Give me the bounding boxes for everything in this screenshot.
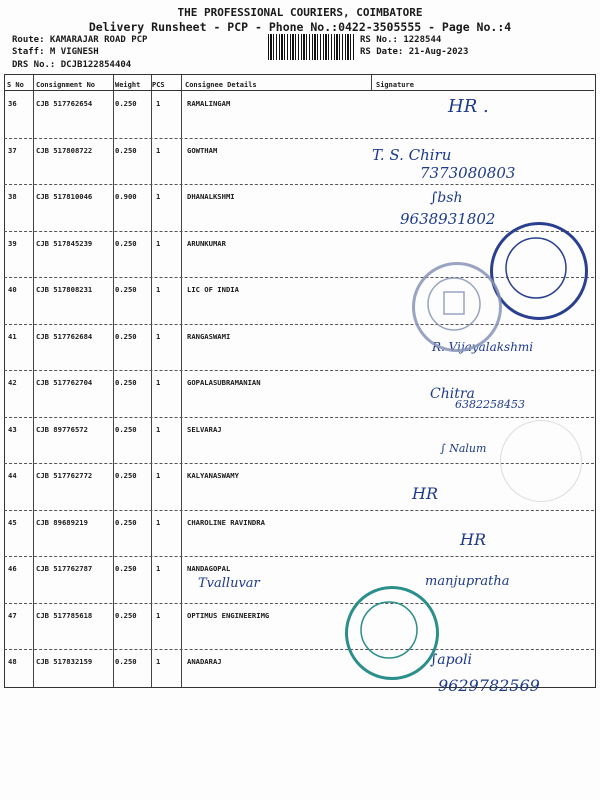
row-pcs: 1 xyxy=(156,239,161,248)
row-weight: 0.250 xyxy=(115,564,137,573)
row-pcs: 1 xyxy=(156,471,161,480)
col-divider xyxy=(151,75,152,687)
row-consignee: ANADARAJ xyxy=(187,657,222,666)
signature-ink: HR xyxy=(412,484,438,503)
row-serial: 43 xyxy=(8,425,17,434)
row-serial: 41 xyxy=(8,332,17,341)
col-signature: Signature xyxy=(376,81,414,89)
row-consignee: LIC OF INDIA xyxy=(187,285,239,294)
row-serial: 42 xyxy=(8,378,17,387)
company-title: THE PROFESSIONAL COURIERS, COIMBATORE xyxy=(177,6,423,19)
row-weight: 0.250 xyxy=(115,471,137,480)
row-serial: 40 xyxy=(8,285,17,294)
row-pcs: 1 xyxy=(156,611,161,620)
signature-r42a: Chitra xyxy=(430,386,475,402)
row-separator xyxy=(4,324,594,325)
row-pcs: 1 xyxy=(156,146,161,155)
row-serial: 38 xyxy=(8,192,17,201)
row-consignment-no: CJB 517832159 xyxy=(36,657,93,666)
row-consignee: KALYANASWAMY xyxy=(187,471,239,480)
rs-date: RS Date: 21-Aug-2023 xyxy=(360,47,469,57)
col-divider xyxy=(33,75,34,687)
runsheet-subtitle: Delivery Runsheet - PCP - Phone No.:0422-3505555 - Page No.:4 xyxy=(88,20,512,34)
row-separator xyxy=(4,556,594,557)
row-pcs: 1 xyxy=(156,285,161,294)
row-separator xyxy=(4,649,594,650)
row-consignee: ARUNKUMAR xyxy=(187,239,226,248)
signature-ink: HR . xyxy=(448,96,489,117)
signature-r46a: Tvalluvar xyxy=(198,576,260,591)
col-sno: S No xyxy=(7,81,24,89)
signature-r37a: T. S. Chiru xyxy=(372,146,452,164)
row-consignee: GOWTHAM xyxy=(187,146,218,155)
col-divider xyxy=(371,75,372,91)
row-consignment-no: CJB 517762654 xyxy=(36,99,93,108)
signature-ink: ∫apoli xyxy=(430,652,472,668)
row-separator xyxy=(4,510,594,511)
drs-number: DRS No.: DCJB122854404 xyxy=(12,60,132,70)
row-pcs: 1 xyxy=(156,518,161,527)
col-weight: Weight xyxy=(115,81,141,89)
signature-r37b: 7373080803 xyxy=(420,164,516,182)
lic-stamp xyxy=(412,262,502,352)
row-consignee: RAMALINGAM xyxy=(187,99,231,108)
col-consignee: Consignee Details xyxy=(185,81,257,89)
row-weight: 0.250 xyxy=(115,518,137,527)
row-separator xyxy=(4,417,594,418)
staff-label: Staff: M VIGNESH xyxy=(12,47,99,57)
row-consignment-no: CJB 517810046 xyxy=(36,192,93,201)
row-serial: 44 xyxy=(8,471,17,480)
header-rule xyxy=(4,90,594,91)
row-consignee: OPTIMUS ENGINEERIMG xyxy=(187,611,270,620)
col-divider xyxy=(113,75,114,687)
row-weight: 0.250 xyxy=(115,611,137,620)
row-weight: 0.250 xyxy=(115,239,137,248)
row-serial: 47 xyxy=(8,611,17,620)
row-consignment-no: CJB 517762684 xyxy=(36,332,93,341)
row-pcs: 1 xyxy=(156,564,161,573)
row-consignment-no: CJB 89689219 xyxy=(36,518,88,527)
row-consignee: GOPALASUBRAMANIAN xyxy=(187,378,261,387)
row-pcs: 1 xyxy=(156,657,161,666)
signature-r38b: 9638931802 xyxy=(400,210,496,228)
row-consignment-no: CJB 517808722 xyxy=(36,146,93,155)
row-pcs: 1 xyxy=(156,425,161,434)
row-weight: 0.250 xyxy=(115,99,137,108)
row-separator xyxy=(4,138,594,139)
row-pcs: 1 xyxy=(156,378,161,387)
signature-r46b: manjupratha xyxy=(425,574,510,589)
signature-r42b: 6382258453 xyxy=(455,398,525,411)
row-consignment-no: CJB 517845239 xyxy=(36,239,93,248)
row-serial: 39 xyxy=(8,239,17,248)
row-weight: 0.250 xyxy=(115,657,137,666)
row-serial: 36 xyxy=(8,99,17,108)
row-consignment-no: CJB 89776572 xyxy=(36,425,88,434)
row-weight: 0.250 xyxy=(115,146,137,155)
signature-ink: HR xyxy=(460,530,486,549)
row-consignee: NANDAGOPAL xyxy=(187,564,231,573)
col-pcs: PCS xyxy=(152,81,165,89)
row-weight: 0.900 xyxy=(115,192,137,201)
col-divider xyxy=(181,75,182,687)
row-separator xyxy=(4,184,594,185)
row-weight: 0.250 xyxy=(115,378,137,387)
row-serial: 37 xyxy=(8,146,17,155)
row-separator xyxy=(4,370,594,371)
optimus-stamp xyxy=(345,586,439,680)
row-weight: 0.250 xyxy=(115,425,137,434)
row-serial: 46 xyxy=(8,564,17,573)
row-consignee: RANGASWAMI xyxy=(187,332,231,341)
signature-ink: ∫ Nalum xyxy=(440,442,487,455)
barcode xyxy=(268,34,354,60)
signature-r48: 9629782569 xyxy=(438,676,540,695)
row-consignment-no: CJB 517762787 xyxy=(36,564,93,573)
row-serial: 45 xyxy=(8,518,17,527)
row-consignment-no: CJB 517762772 xyxy=(36,471,93,480)
rs-number: RS No.: 1228544 xyxy=(360,35,442,45)
row-consignee: SELVARAJ xyxy=(187,425,222,434)
row-weight: 0.250 xyxy=(115,285,137,294)
row-consignment-no: CJB 517762704 xyxy=(36,378,93,387)
row-weight: 0.250 xyxy=(115,332,137,341)
row-pcs: 1 xyxy=(156,99,161,108)
row-consignment-no: CJB 517808231 xyxy=(36,285,93,294)
row-consignee: DHANALKSHMI xyxy=(187,192,235,201)
route-label: Route: KAMARAJAR ROAD PCP xyxy=(12,35,148,45)
faint-stamp xyxy=(500,420,582,502)
row-serial: 48 xyxy=(8,657,17,666)
signature-r41: R. Vijayalakshmi xyxy=(432,340,534,354)
row-pcs: 1 xyxy=(156,192,161,201)
col-consignment: Consignment No xyxy=(36,81,96,89)
row-separator xyxy=(4,603,594,604)
precicut-stamp xyxy=(490,222,588,320)
signature-ink: ∫bsh xyxy=(430,190,463,206)
row-consignee: CHAROLINE RAVINDRA xyxy=(187,518,265,527)
row-consignment-no: CJB 517785618 xyxy=(36,611,93,620)
row-pcs: 1 xyxy=(156,332,161,341)
